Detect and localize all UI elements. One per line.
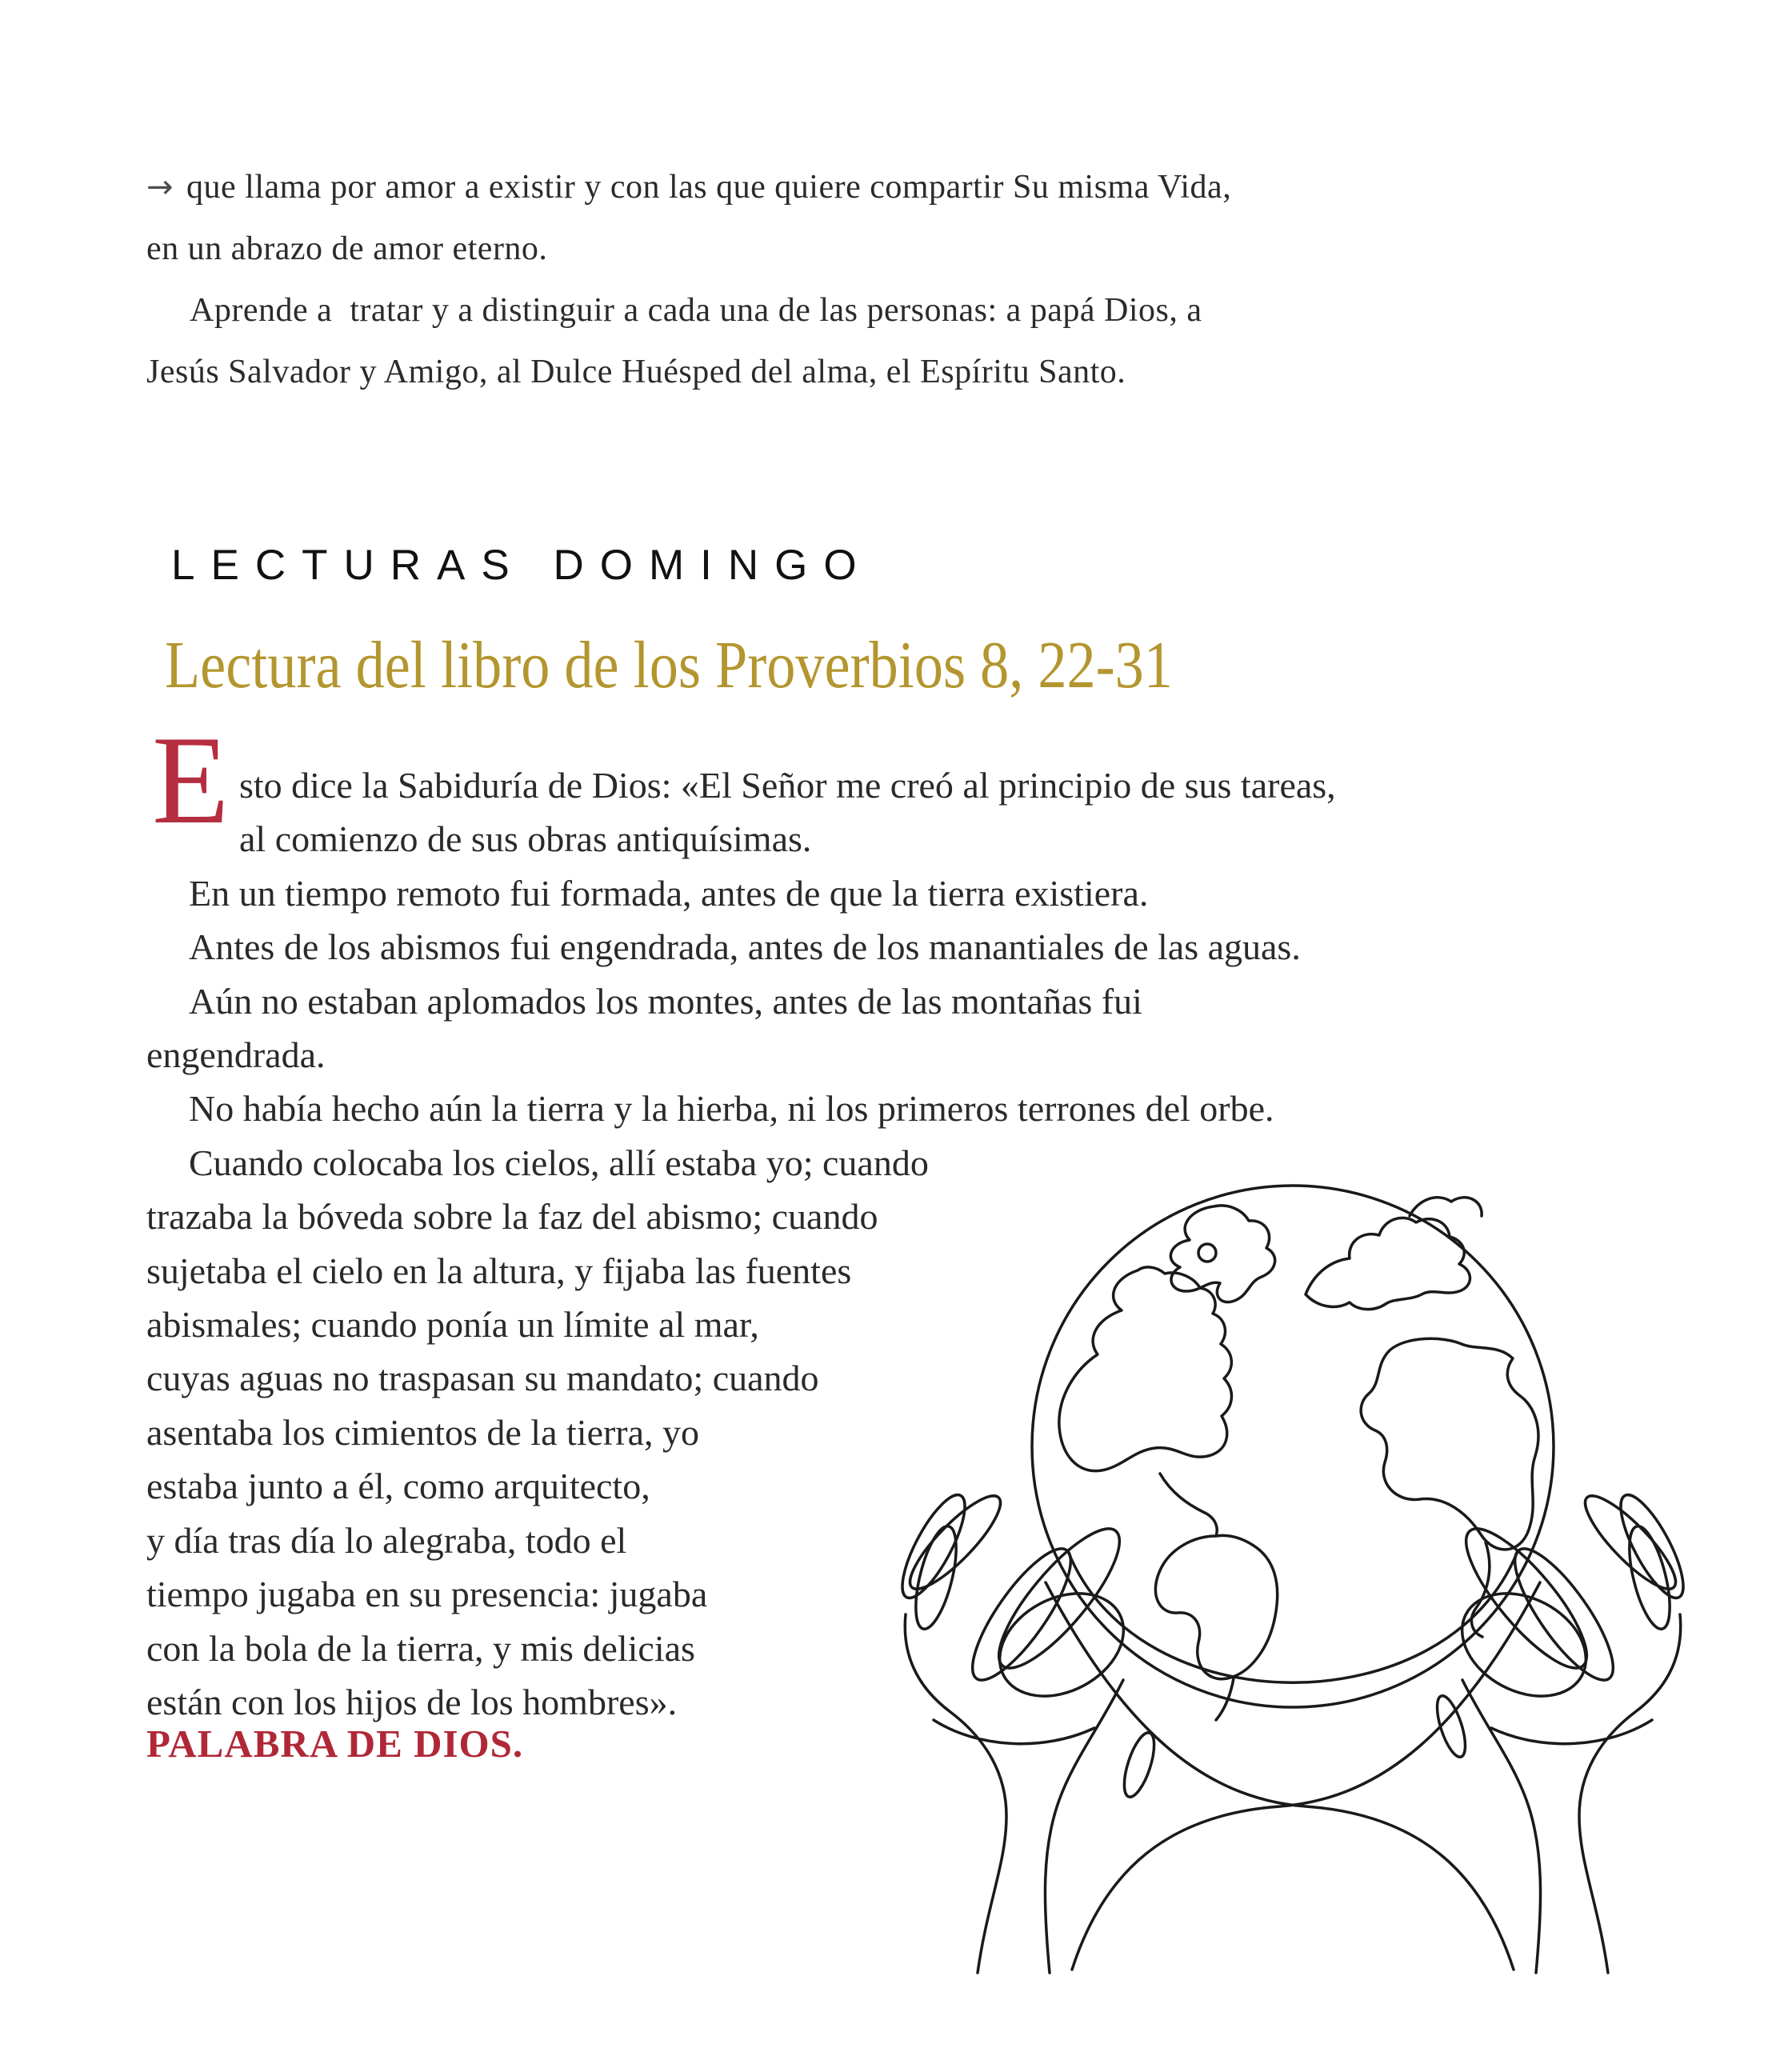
reading-line: sto dice la Sabiduría de Dios: «El Señor me creó al principio de sus tareas,	[239, 765, 1336, 806]
reading-line: cuyas aguas no traspasan su mandato; cuando	[146, 1358, 819, 1399]
palm-base-curve	[934, 1720, 1094, 1744]
continent-africa	[1361, 1338, 1538, 1550]
reading-line: al comienzo de sus obras antiquísimas.	[239, 818, 812, 860]
palm-inner-edge	[1045, 1680, 1123, 1973]
globe-circle	[1032, 1186, 1554, 1707]
line-pinch-loop-right	[1431, 1693, 1470, 1760]
reading-line: abismales; cuando ponía un límite al mar,	[146, 1304, 759, 1346]
reading-line: estaba junto a él, como arquitecto,	[146, 1466, 650, 1507]
finger-loop	[957, 1537, 1086, 1693]
globe-inner-arc	[1068, 1551, 1518, 1682]
closing-acclamation: PALABRA DE DIOS.	[146, 1722, 524, 1766]
reading-line: Aún no estaban aplomados los montes, antes de las montañas fui	[189, 980, 1142, 1022]
reading-line: con la bola de la tierra, y mis delicias	[146, 1627, 695, 1669]
reading-line: En un tiempo remoto fui formada, antes de que la tierra existiera.	[189, 872, 1149, 914]
reading-line: sujetaba el cielo en la altura, y fijaba las fuentes	[146, 1250, 852, 1291]
reading-title: Lectura del libro de los Proverbios 8, 22-31	[165, 628, 1173, 702]
continent-central-america	[1160, 1474, 1217, 1536]
reading-line: Antes de los abismos fui engendrada, antes de los manantiales de las aguas.	[189, 926, 1301, 968]
continent-greenland	[1170, 1206, 1274, 1302]
line-pinch-loop-left	[1118, 1730, 1161, 1801]
reading-line: y día tras día lo alegraba, todo el	[146, 1519, 627, 1561]
intro-line: en un abrazo de amor eterno.	[146, 230, 548, 267]
continent-scandinavia	[1410, 1198, 1482, 1216]
continent-europe	[1306, 1218, 1470, 1309]
dropcap-letter: E	[152, 710, 230, 850]
palm-outer-edge	[905, 1614, 1006, 1973]
intro-paragraph	[146, 157, 1231, 403]
reading-line: están con los hijos de los hombres».	[146, 1681, 678, 1722]
reading-line: asentaba los cimientos de la tierra, yo	[146, 1411, 700, 1453]
section-kicker: LECTURAS DOMINGO	[171, 542, 873, 589]
reading-line: trazaba la bóveda sobre la faz del abismo; cuando	[146, 1196, 878, 1238]
reading-line: No había hecho aún la tierra y la hierba, ni los primeros terrones del orbe.	[189, 1088, 1274, 1130]
hands-globe-illustration	[858, 1166, 1754, 1978]
reading-line: Cuando colocaba los cielos, allí estaba yo; cuando	[189, 1142, 929, 1183]
finger-loop	[891, 1487, 976, 1606]
hands-globe-svg	[858, 1166, 1754, 1978]
continent-north-america	[1059, 1267, 1232, 1471]
intro-line-text: que llama por amor a existir y con las que quiere compartir Su misma Vida,	[186, 169, 1232, 206]
reading-line: tiempo jugaba en su presencia: jugaba	[146, 1574, 708, 1615]
reading-line: engendrada.	[146, 1034, 326, 1076]
intro-line: Jesús Salvador y Amigo, al Dulce Huésped del alma, el Espíritu Santo.	[146, 354, 1126, 390]
arrow-right-icon: →	[146, 169, 174, 206]
continent-greenland-loop	[1198, 1244, 1216, 1262]
intro-line: Aprende a tratar y a distinguir a cada una de las personas: a papá Dios, a	[190, 292, 1202, 329]
intro-line	[146, 157, 1231, 218]
